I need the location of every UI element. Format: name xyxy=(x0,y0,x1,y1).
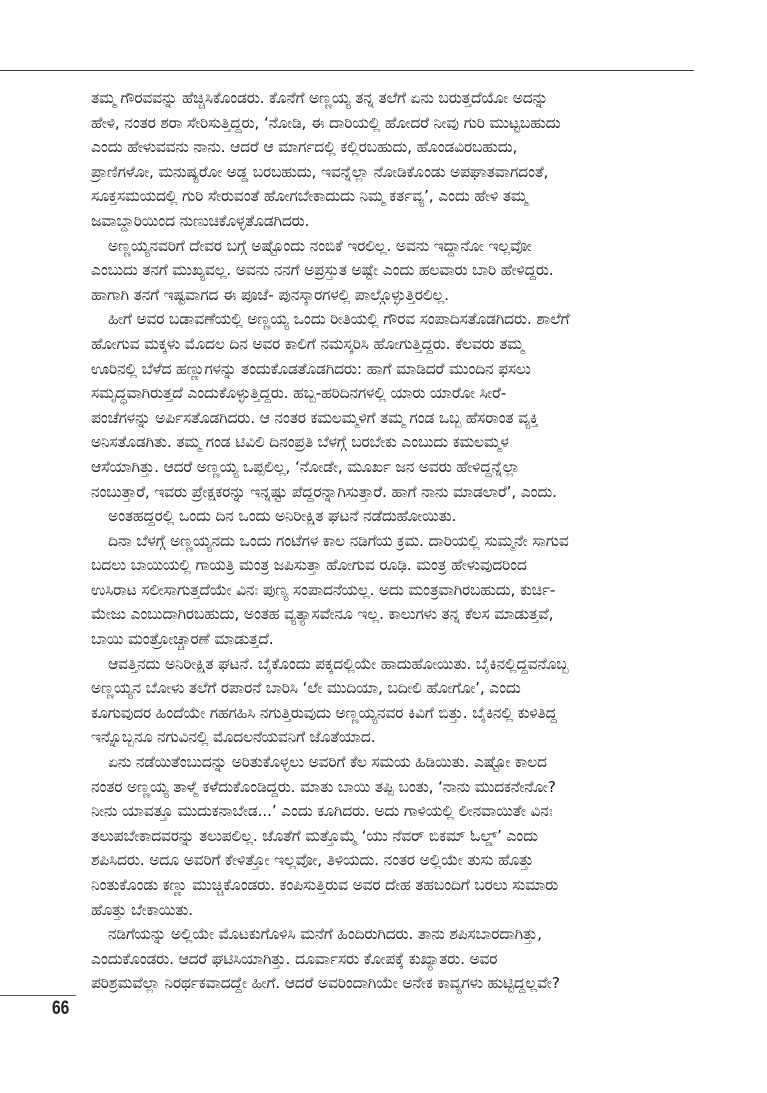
text-line: ಎಂದುಕೊಂಡರು. ಆದರೆ ಘಟಿಸಿಯಾಗಿತ್ತು. ದೂರ್ವಾಸರು ಕೋಪಕ್ಕೆ ಕುಖ್ಯಾತರು. ಅವರ xyxy=(91,949,498,968)
text-line: ಹೀಗೆ ಅವರ ಬಡಾವಣೆಯಲ್ಲಿ ಅಣ್ಣಯ್ಯ ಒಂದು ರೀತಿಯಲ್ಲಿ ಗೌರವ ಸಂಪಾದಿಸತೊಡಗಿದರು. ಶಾಲೆಗೆ xyxy=(108,310,570,329)
text-line: ಜವಾಬ್ದಾರಿಯಿಂದ ನುಣುಚಿಕೊಳ್ಳತೊಡಗಿದರು. xyxy=(91,211,310,230)
header-rule xyxy=(0,70,694,71)
paragraph xyxy=(91,307,681,504)
paragraph xyxy=(91,750,681,922)
text-line: ಪ್ರಾಣಿಗಳೋ, ಮನುಷ್ಯರೋ ಅಡ್ಡ ಬರಬಹುದು, ಇವನ್ನೆಲ್ಲಾ ನೋಡಿಕೊಂಡು ಅಪಘಾತವಾಗದಂತೆ, xyxy=(91,162,549,181)
text-line: ನೀನು ಯಾವತ್ತೂ ಮುದುಕನಾಬೇಡ...’ ಎಂದು ಕೂಗಿದರು. ಅದು ಗಾಳಿಯಲ್ಲಿ ಲೀನವಾಯಿತೇ ವಿನಃ xyxy=(91,802,553,821)
text-line: ಎಂಬುದು ತನಗೆ ಮುಖ್ಯವಲ್ಲ. ಅವನು ನನಗೆ ಅಪ್ರಸ್ತುತ ಅಷ್ಟೇ ಎಂದು ಹಲವಾರು ಬಾರಿ ಹೇಳಿದ್ದರು. xyxy=(91,261,554,280)
page-number: 66 xyxy=(52,998,70,1019)
text-line: ನಂಬುತ್ತಾರೆ, ಇವರು ಪ್ರೇಕ್ಷಕರನ್ನು ಇನ್ನಷ್ಟು ಪೆದ್ದರನ್ನಾಗಿಸುತ್ತಾರೆ. ಹಾಗೆ ನಾನು ಮಾಡಲಾರೆ’, ಎಂದು. xyxy=(91,482,557,501)
text-line: ಅಂತಹದ್ದರಲ್ಲಿ ಒಂದು ದಿನ ಒಂದು ಅನಿರೀಕ್ಷಿತ ಘಟನೆ ನಡೆದುಹೋಯಿತು. xyxy=(108,507,457,526)
text-line: ಉಸಿರಾಟ ಸಲೀಸಾಗುತ್ತದೆಯೇ ವಿನಃ ಪುಣ್ಯ ಸಂಪಾದನೆಯಲ್ಲ. ಅದು ಮಂತ್ರವಾಗಿರಬಹುದು, ಕುರ್ಚಿ- xyxy=(91,580,556,599)
text-line: ತಮ್ಮ ಗೌರವವನ್ನು ಹೆಚ್ಚಿಸಿಕೊಂಡರು. ಕೊನೆಗೆ ಅಣ್ಣಯ್ಯ ತನ್ನ ತಲೆಗೆ ಏನು ಬರುತ್ತದೆಯೋ ಅದನ್ನು xyxy=(91,89,548,107)
paragraph xyxy=(91,652,681,750)
text-line: ಅಣ್ಣಯ್ಯನ ಬೋಳು ತಲೆಗೆ ರಪಾರನೆ ಬಾರಿಸಿ ‘ಲೇ ಮುದಿಯಾ, ಬದೀಲಿ ಹೋಗೋ’, ಎಂದು xyxy=(91,679,521,698)
text-line: ಸೂಕ್ತಸಮಯದಲ್ಲಿ ಗುರಿ ಸೇರುವಂತೆ ಹೋಗಬೇಕಾದುದು ನಿಮ್ಮ ಕರ್ತವ್ಯ’, ಎಂದು ಹೇಳಿ ತಮ್ಮ xyxy=(91,187,528,206)
text-line: ಏನು ನಡೆಯಿತೆಂಬುದನ್ನು ಅರಿತುಕೊಳ್ಳಲು ಅವರಿಗೆ ಕೆಲ ಸಮಯ ಹಿಡಿಯಿತು. ಎಷ್ಟೋ ಕಾಲದ xyxy=(108,753,547,772)
text-line: ಪರಿಶ್ರಮವೆಲ್ಲಾ ನಿರರ್ಥಕವಾದದ್ದೇ ಹೀಗೆ. ಆದರೆ ಅವರಿಂದಾಗಿಯೇ ಅನೇಕ ಕಾವ್ಯಗಳು ಹುಟ್ಟಿದ್ದಲ್ಲವೇ? xyxy=(91,974,560,993)
text-line: ನಡಿಗೆಯನ್ನು ಅಲ್ಲಿಯೇ ಮೊಟಕುಗೊಳಿಸಿ ಮನೆಗೆ ಹಿಂದಿರುಗಿದರು. ತಾನು ಶಪಿಸಬಾರದಾಗಿತ್ತು, xyxy=(108,925,542,944)
text-line: ಸಮೃದ್ಧವಾಗಿರುತ್ತದೆ ಎಂದುಕೊಳ್ಳುತ್ತಿದ್ದರು. ಹಬ್ಬ-ಹರಿದಿನಗಳಲ್ಲಿ ಯಾರು ಯಾರೋ ಸೀರೆ- xyxy=(91,384,507,403)
text-line: ನಿಂತುಕೊಂಡು ಕಣ್ಣು ಮುಚ್ಚಿಕೊಂಡರು. ಕಂಪಿಸುತ್ತಿರುವ ಅವರ ದೇಹ ತಹಬಂದಿಗೆ ಬರಲು ಸುಮಾರು xyxy=(91,876,559,894)
text-line: ಹೊತ್ತು ಬೇಕಾಯಿತು. xyxy=(91,900,193,919)
text-line: ಹಾಗಾಗಿ ತನಗೆ ಇಷ್ಟವಾಗದ ಈ ಪೂಜೆ- ಪುನಸ್ಕಾರಗಳಲ್ಲಿ ಪಾಲ್ಗೊಳ್ಳುತ್ತಿರಲಿಲ್ಲ. xyxy=(91,285,449,304)
text-line: ಆವತ್ತಿನದು ಅನಿರೀಕ್ಷಿತ ಘಟನೆ. ಬೈಕೊಂದು ಪಕ್ಕದಲ್ಲಿಯೇ ಹಾದುಹೋಯಿತು. ಬೈಕಿನಲ್ಲಿದ್ದವನೊಬ್ಬ xyxy=(108,654,569,673)
footer-rule xyxy=(0,995,76,996)
paragraph xyxy=(91,922,681,996)
text-line: ತಲುಪಬೇಕಾದವರನ್ನು ತಲುಪಲಿಲ್ಲ. ಜೊತೆಗೆ ಮತ್ತೊಮ್ಮೆ ‘ಯು ನೆವರ್ ಬಿಕಮ್ ಓಲ್ಡ್’ ಎಂದು xyxy=(91,826,538,845)
text-line: ಹೇಳಿ, ನಂತರ ಶರಾ ಸೇರಿಸುತ್ತಿದ್ದರು, ‘ನೋಡಿ, ಈ ದಾರಿಯಲ್ಲಿ ಹೋದರೆ ನೀವು ಗುರಿ ಮುಟ್ಟಬಹುದು xyxy=(91,113,561,132)
text-line: ಎಂದು ಹೇಳುವವನು ನಾನು. ಆದರೆ ಆ ಮಾರ್ಗದಲ್ಲಿ ಕಲ್ಲಿರಬಹುದು, ಹೊಂಡವಿರಬಹುದು, xyxy=(91,138,518,157)
paragraph xyxy=(91,86,681,234)
text-line: ಬದಲು ಬಾಯಿಯಲ್ಲಿ ಗಾಯತ್ರಿ ಮಂತ್ರ ಜಪಿಸುತ್ತಾ ಹೋಗುವ ರೂಢಿ. ಮಂತ್ರ ಹೇಳುವುದರಿಂದ xyxy=(91,556,527,575)
text-line: ದಿನಾ ಬೆಳಗ್ಗೆ ಅಣ್ಣಯ್ಯನದು ಒಂದು ಗಂಟೆಗಳ ಕಾಲ ನಡಿಗೆಯ ಕ್ರಮ. ದಾರಿಯಲ್ಲಿ ಸುಮ್ಮನೇ ಸಾಗುವ xyxy=(108,531,569,550)
paragraph xyxy=(91,529,681,652)
paragraph xyxy=(91,234,681,308)
text-line: ಪಂಚೆಗಳನ್ನು ಅರ್ಪಿಸತೊಡಗಿದರು. ಆ ನಂತರ ಕಮಲಮ್ಮಳಿಗೆ ತಮ್ಮ ಗಂಡ ಒಬ್ಬ ಹೆಸರಾಂತ ವ್ಯಕ್ತಿ xyxy=(91,408,539,427)
text-line: ಮೇಜು ಎಂಬುದಾಗಿರಬಹುದು, ಅಂತಹ ವ್ಯತ್ಯಾಸವೇನೂ ಇಲ್ಲ. ಕಾಲುಗಳು ತನ್ನ ಕೆಲಸ ಮಾಡುತ್ತವೆ, xyxy=(91,605,554,624)
text-line: ಇನ್ನೊಬ್ಬನೂ ನಗುವಿನಲ್ಲಿ ಮೊದಲನೆಯವನಿಗೆ ಜೊತೆಯಾದ. xyxy=(91,728,376,747)
text-line: ಹೋಗುವ ಮಕ್ಕಳು ಮೊದಲ ದಿನ ಅವರ ಕಾಲಿಗೆ ನಮಸ್ಕರಿಸಿ ಹೋಗುತ್ತಿದ್ದರು. ಕೆಲವರು ತಮ್ಮ xyxy=(91,334,524,353)
paragraph xyxy=(91,504,681,529)
text-line: ಅನಿಸತೊಡಗಿತು. ತಮ್ಮ ಗಂಡ ಟಿವಿಲಿ ದಿನಂಪ್ರತಿ ಬೆಳಗ್ಗೆ ಬರಬೇಕು ಎಂಬುದು ಕಮಲಮ್ಮಳ xyxy=(91,433,509,452)
text-line: ಕೂಗುವುದರ ಹಿಂದೆಯೇ ಗಹಗಹಿಸಿ ನಗುತ್ತಿರುವುದು ಅಣ್ಣಯ್ಯನವರ ಕಿವಿಗೆ ಬಿತ್ತು. ಬೈಕಿನಲ್ಲಿ ಕುಳಿತಿದ್ದ xyxy=(91,703,557,722)
text-line: ಅಣ್ಣಯ್ಯನವರಿಗೆ ದೇವರ ಬಗ್ಗೆ ಅಷ್ಟೊಂದು ನಂಬಿಕೆ ಇರಲಿಲ್ಲ. ಅವನು ಇದ್ದಾನೋ ಇಲ್ಲವೋ xyxy=(108,236,532,255)
text-line: ಶಪಿಸಿದರು. ಅದೂ ಅವರಿಗೆ ಕೇಳಿತ್ತೋ ಇಲ್ಲವೋ, ತಿಳಿಯದು. ನಂತರ ಅಲ್ಲಿಯೇ ತುಸು ಹೊತ್ತು xyxy=(91,851,534,870)
text-line: ಊರಿನಲ್ಲಿ ಬೆಳೆದ ಹಣ್ಣುಗಳನ್ನು ತಂದುಕೊಡತೊಡಗಿದರು: ಹಾಗೆ ಮಾಡಿದರೆ ಮುಂದಿನ ಫಸಲು xyxy=(91,359,531,378)
body-text xyxy=(91,86,681,996)
text-line: ಬಾಯಿ ಮಂತ್ರೋಚ್ಚಾರಣೆ ಮಾಡುತ್ತದೆ. xyxy=(91,630,274,649)
text-line: ನಂತರ ಅಣ್ಣಯ್ಯ ತಾಳ್ಮೆ ಕಳೆದುಕೊಂಡಿದ್ದರು. ಮಾತು ಬಾಯಿ ತಪ್ಪಿ ಬಂತು, ‘ನಾನು ಮುದಕನೇನೋ? xyxy=(91,777,556,796)
text-line: ಆಸೆಯಾಗಿತ್ತು. ಆದರೆ ಅಣ್ಣಯ್ಯ ಒಪ್ಪಲಿಲ್ಲ, ‘ನೋಡೇ, ಮೂರ್ಖ ಜನ ಅವರು ಹೇಳಿದ್ದನ್ನೆಲ್ಲಾ xyxy=(91,457,520,476)
